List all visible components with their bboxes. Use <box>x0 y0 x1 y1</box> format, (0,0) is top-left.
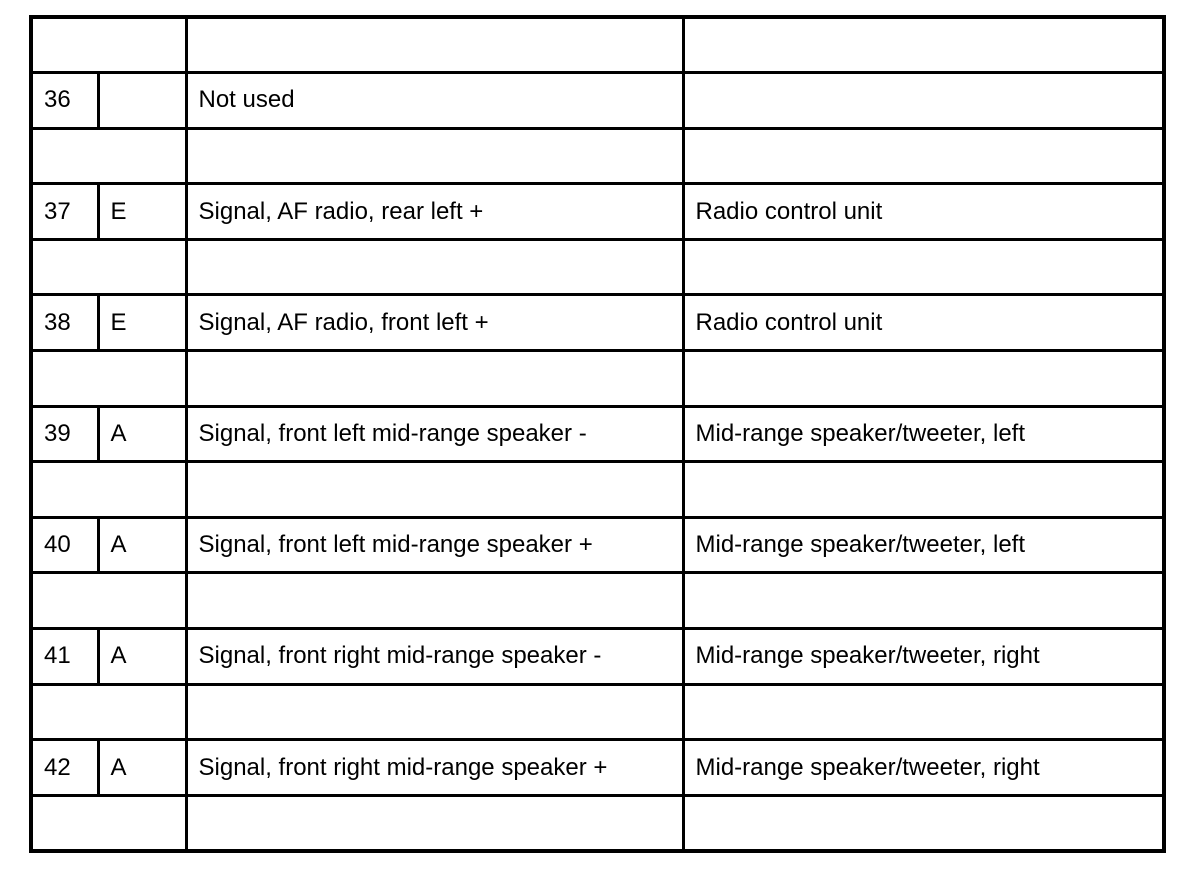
spacer-row <box>31 17 1164 73</box>
spacer-row <box>31 462 1164 518</box>
empty-cell <box>683 795 1164 851</box>
pin-row <box>31 184 1164 240</box>
pin-number-cell: 38 <box>31 295 98 351</box>
connector-code-cell <box>98 73 186 129</box>
spacer-row <box>31 239 1164 295</box>
empty-cell <box>683 351 1164 407</box>
empty-cell <box>186 351 683 407</box>
pin-number-cell: 41 <box>31 629 98 685</box>
pin-row <box>31 740 1164 796</box>
spacer-row <box>31 684 1164 740</box>
signal-description-cell: Signal, AF radio, front left + <box>186 295 683 351</box>
signal-description-cell: Signal, AF radio, rear left + <box>186 184 683 240</box>
signal-description-cell: Signal, front left mid-range speaker - <box>186 406 683 462</box>
pin-row <box>31 517 1164 573</box>
component-cell: Mid-range speaker/tweeter, left <box>683 517 1164 573</box>
empty-cell <box>683 684 1164 740</box>
empty-cell <box>186 239 683 295</box>
connector-code-cell: A <box>98 629 186 685</box>
empty-cell <box>31 573 186 629</box>
empty-cell <box>186 462 683 518</box>
signal-description-cell: Not used <box>186 73 683 129</box>
empty-cell <box>683 17 1164 73</box>
empty-cell <box>186 128 683 184</box>
pin-number-cell: 42 <box>31 740 98 796</box>
signal-description-cell: Signal, front left mid-range speaker + <box>186 517 683 573</box>
pin-number-cell: 36 <box>31 73 98 129</box>
component-cell: Radio control unit <box>683 295 1164 351</box>
empty-cell <box>186 684 683 740</box>
empty-cell <box>31 462 186 518</box>
spacer-row <box>31 795 1164 851</box>
connector-code-cell: A <box>98 740 186 796</box>
empty-cell <box>31 128 186 184</box>
signal-description-cell: Signal, front right mid-range speaker + <box>186 740 683 796</box>
pin-number-cell: 37 <box>31 184 98 240</box>
component-cell <box>683 73 1164 129</box>
pin-assignment-table <box>29 15 1166 853</box>
connector-code-cell: A <box>98 517 186 573</box>
component-cell: Radio control unit <box>683 184 1164 240</box>
component-cell: Mid-range speaker/tweeter, right <box>683 629 1164 685</box>
empty-cell <box>683 128 1164 184</box>
empty-cell <box>186 17 683 73</box>
connector-code-cell: E <box>98 295 186 351</box>
pin-row <box>31 406 1164 462</box>
signal-description-cell: Signal, front right mid-range speaker - <box>186 629 683 685</box>
pin-number-cell: 39 <box>31 406 98 462</box>
empty-cell <box>683 239 1164 295</box>
pin-number-cell: 40 <box>31 517 98 573</box>
empty-cell <box>683 462 1164 518</box>
empty-cell <box>31 351 186 407</box>
connector-code-cell: E <box>98 184 186 240</box>
connector-code-cell: A <box>98 406 186 462</box>
empty-cell <box>186 573 683 629</box>
empty-cell <box>683 573 1164 629</box>
component-cell: Mid-range speaker/tweeter, left <box>683 406 1164 462</box>
spacer-row <box>31 573 1164 629</box>
empty-cell <box>186 795 683 851</box>
pin-table-body <box>31 17 1164 851</box>
empty-cell <box>31 795 186 851</box>
pin-row <box>31 73 1164 129</box>
spacer-row <box>31 351 1164 407</box>
pin-row <box>31 629 1164 685</box>
empty-cell <box>31 239 186 295</box>
component-cell: Mid-range speaker/tweeter, right <box>683 740 1164 796</box>
spacer-row <box>31 128 1164 184</box>
pin-row <box>31 295 1164 351</box>
empty-cell <box>31 17 186 73</box>
empty-cell <box>31 684 186 740</box>
